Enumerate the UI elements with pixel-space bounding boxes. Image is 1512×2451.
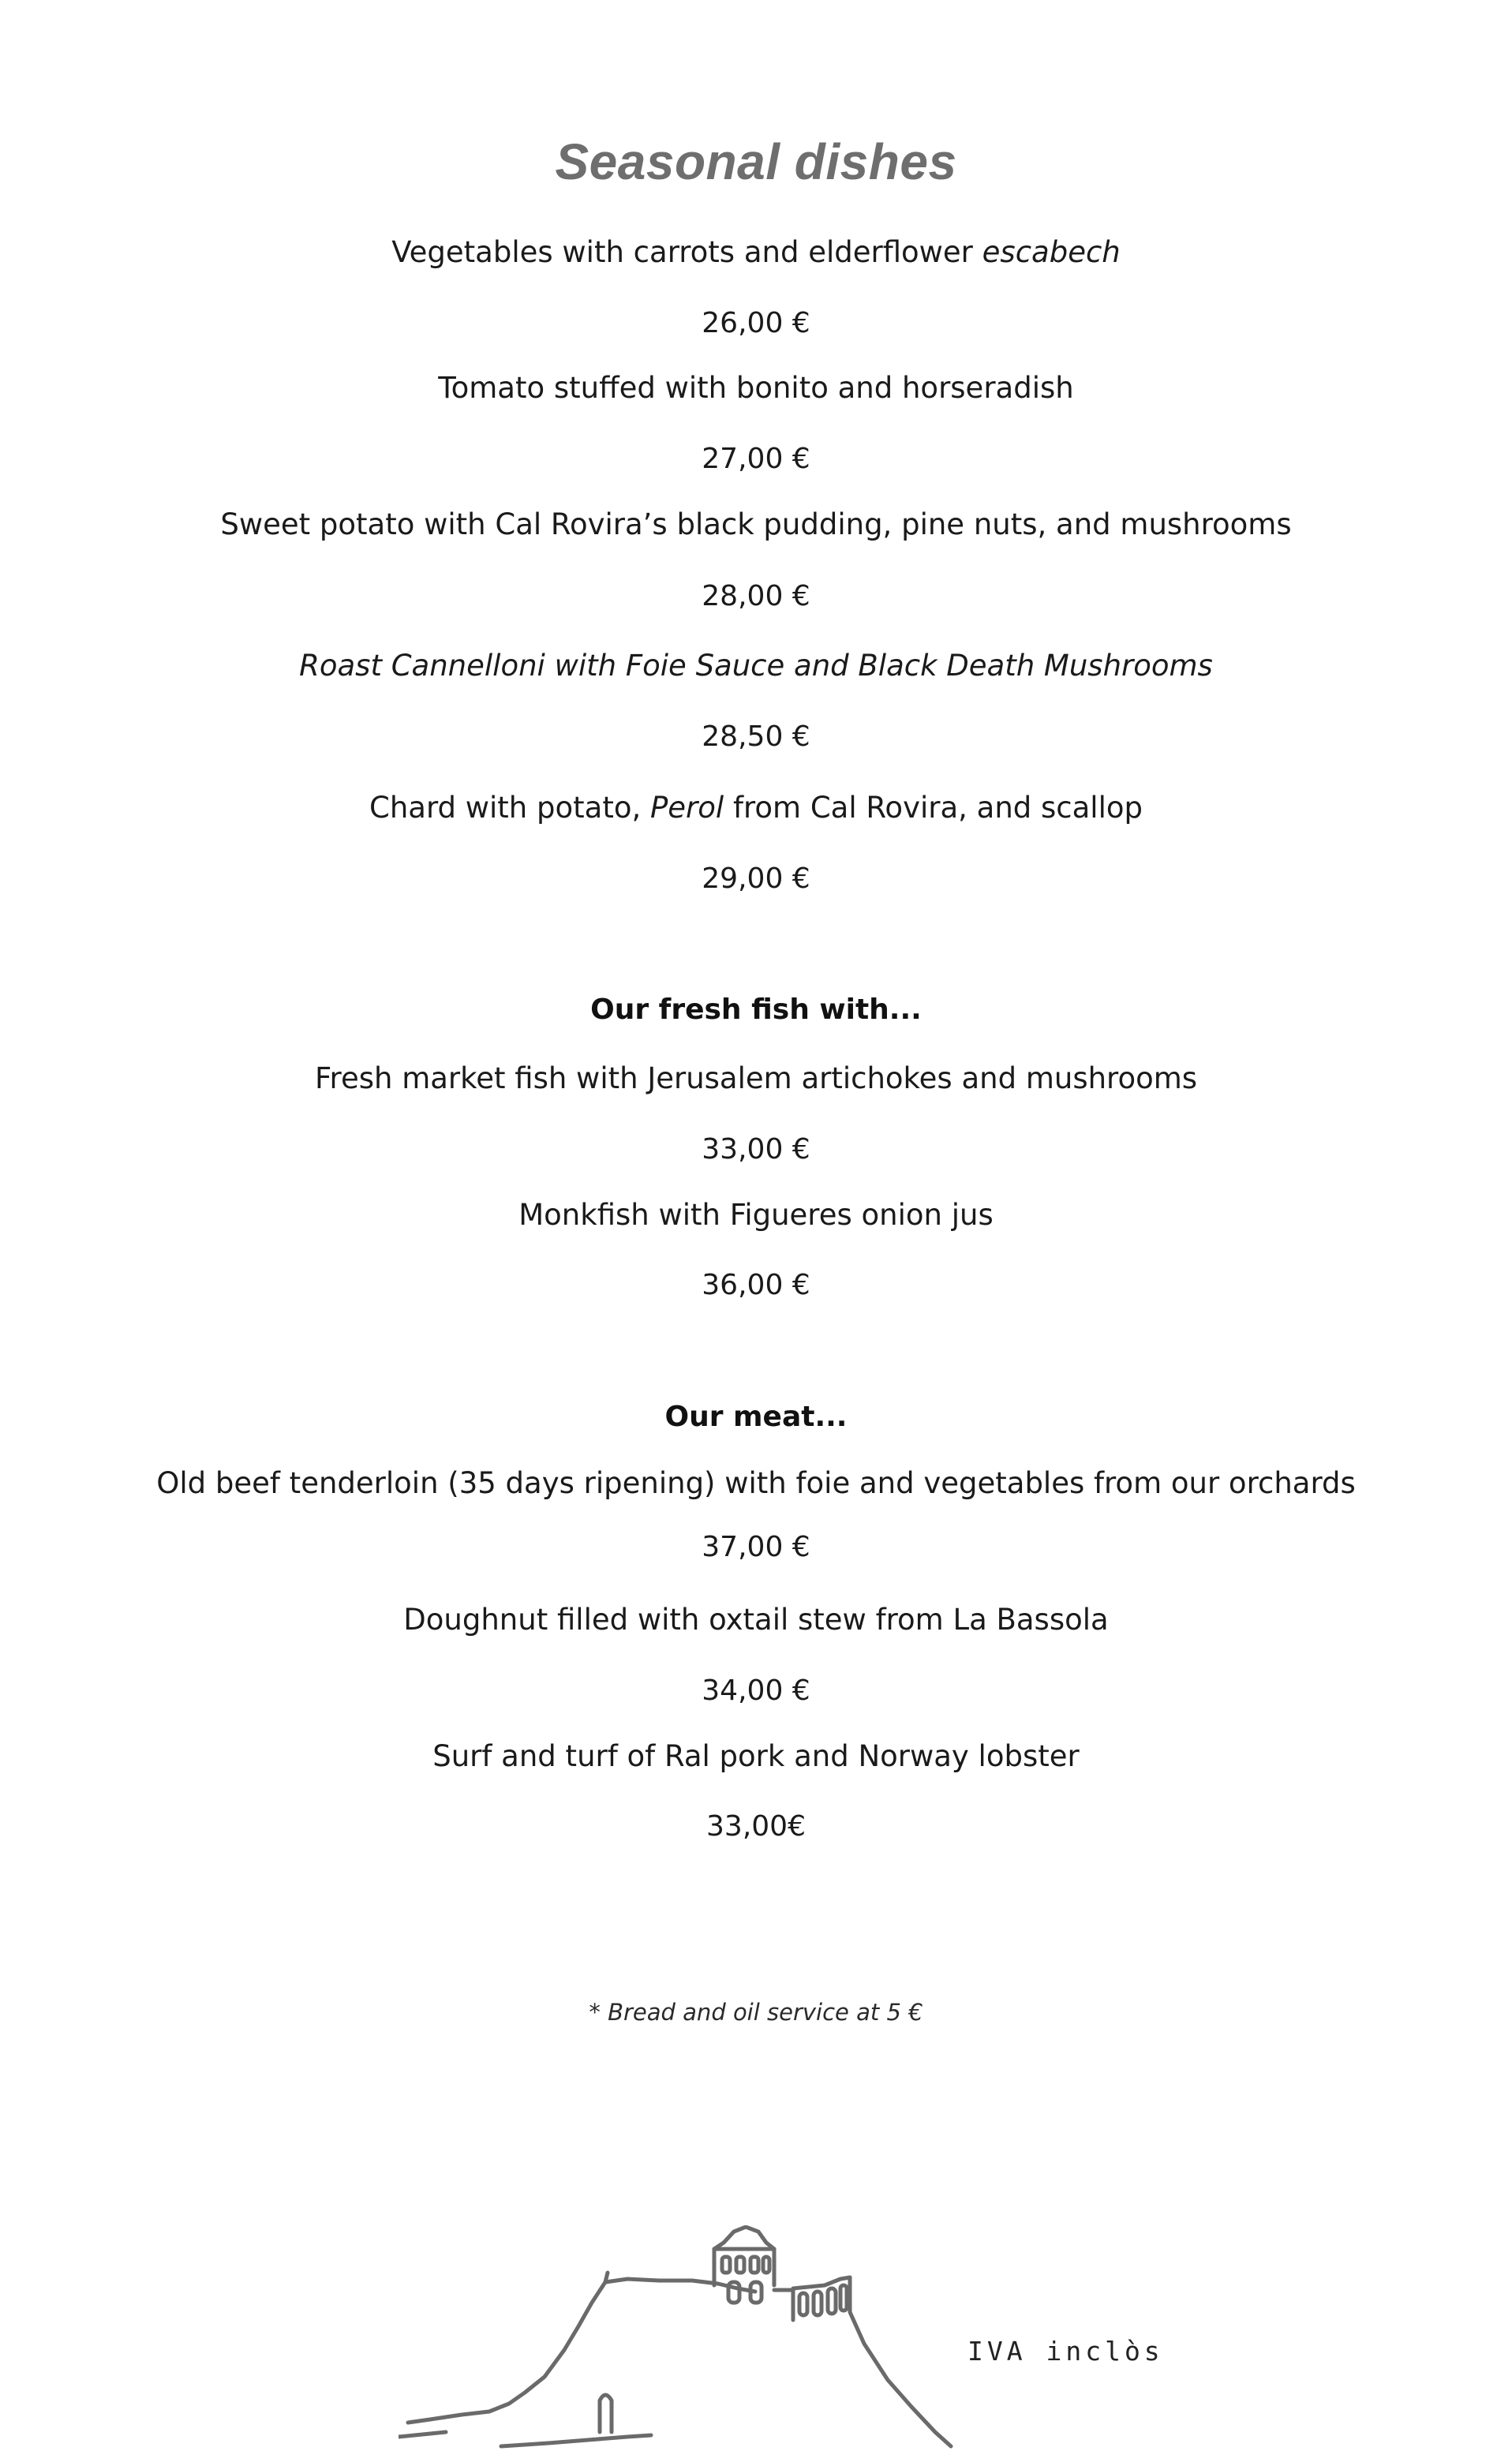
dish-name: Old beef tenderloin (35 days ripening) with foie and vegetables from our orchards	[156, 1466, 1356, 1500]
dish-name-text: Sweet potato with Cal Rovira’s black pudding, pine nuts, and mushrooms	[220, 507, 1292, 541]
dish-price: 26,00 €	[702, 307, 810, 339]
dish-name	[0, 507, 1512, 541]
dish-name-italic: escabech	[982, 235, 1121, 269]
dish-name-italic: Perol	[649, 791, 724, 825]
page-title: Seasonal dishes	[555, 133, 957, 190]
dish-name-text: Chard with potato,	[369, 791, 650, 825]
dish-price: 27,00 €	[702, 443, 810, 475]
dish-price: 33,00€	[706, 1810, 806, 1843]
dish-price: 36,00 €	[702, 1269, 810, 1301]
dish-name	[0, 791, 1512, 825]
dish-price: 28,00 €	[702, 580, 810, 612]
dish-price: 28,50 €	[702, 720, 810, 753]
dish-price: 29,00 €	[702, 863, 810, 895]
dish-name: Doughnut filled with oxtail stew from La Bassola	[403, 1603, 1109, 1637]
dish-name-text: from Cal Rovira, and scallop	[724, 791, 1143, 825]
dish-name-text: Tomato stuffed with bonito and horseradish	[438, 371, 1074, 405]
dish-price: 37,00 €	[702, 1531, 810, 1563]
dish-name	[0, 649, 1512, 683]
dish-name-text: Vegetables with carrots and elderflower	[391, 235, 982, 269]
vat-included-label: IVA inclòs	[967, 2336, 1164, 2367]
dish-name: Fresh market fish with Jerusalem artichokes and mushrooms	[314, 1061, 1198, 1095]
dish-name	[0, 235, 1512, 269]
dish-name-italic: Roast Cannelloni with Foie Sauce and Black Death Mushrooms	[299, 649, 1213, 683]
meat-section-heading: Our meat...	[664, 1401, 848, 1433]
dish-name: Monkfish with Figueres onion jus	[518, 1198, 994, 1232]
dish-name: Surf and turf of Ral pork and Norway lobster	[432, 1739, 1080, 1773]
dish-price: 33,00 €	[702, 1133, 810, 1166]
fish-section-heading: Our fresh fish with...	[590, 993, 922, 1026]
dish-name	[0, 371, 1512, 405]
bread-service-note: * Bread and oil service at 5 €	[589, 1999, 923, 2026]
dish-price: 34,00 €	[702, 1675, 810, 1707]
